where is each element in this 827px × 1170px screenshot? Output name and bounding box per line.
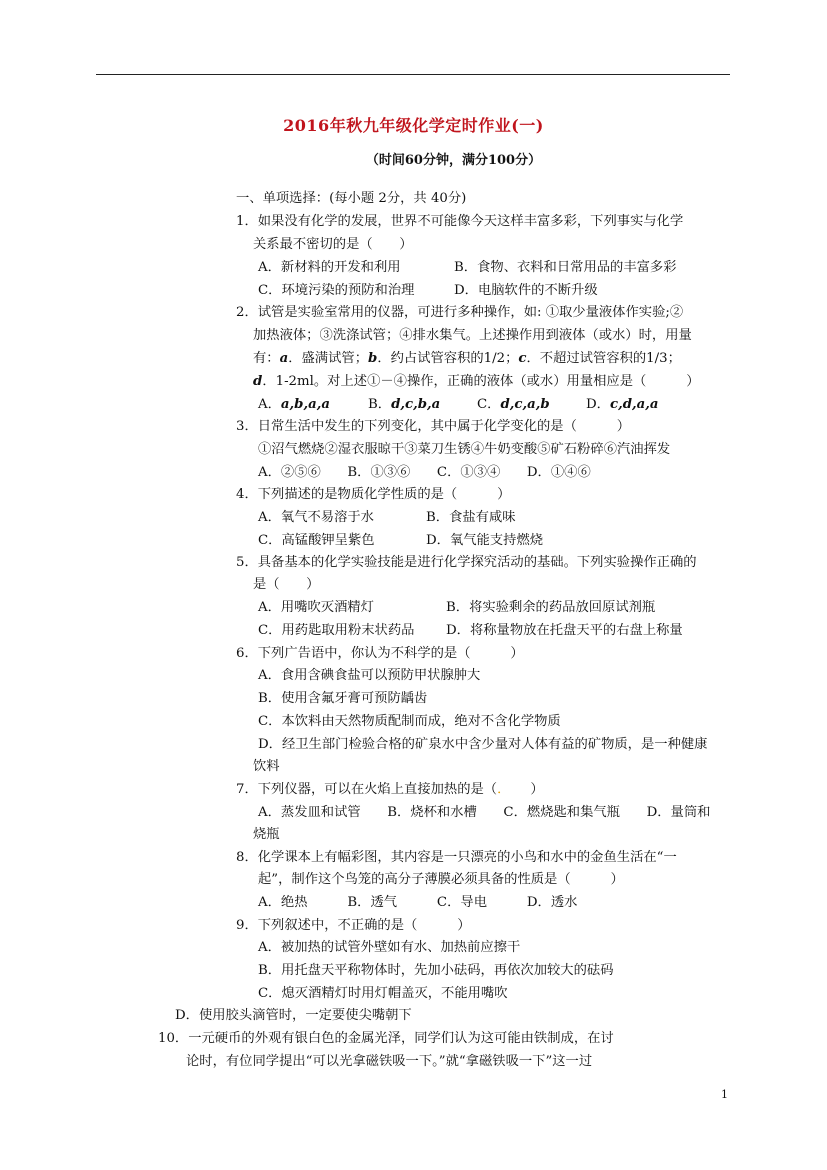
q4-stem: 4．下列描述的是物质化学性质的是（ ） [236, 487, 511, 502]
q6-option-a: A．食用含碘食盐可以预防甲状腺肿大 [258, 668, 481, 683]
q5-option-d: D．将称量物放在托盘天平的右盘上称量 [446, 623, 683, 638]
q2-option-d [586, 396, 658, 414]
q2-line3-a-text: ．盛满试管； [288, 351, 368, 366]
section-heading: 一、单项选择：(每小题 2分，共 40分) [236, 191, 467, 206]
page-subtitle: （时间60分钟，满分100分） [365, 153, 542, 168]
q8-options: A．绝热 B．透气 C．导电 D．透水 [258, 895, 578, 910]
q5-option-b: B．将实验剩余的药品放回原试剂瓶 [446, 600, 656, 615]
q9-option-d: D．使用胶头滴管时，一定要使尖嘴朝下 [175, 1008, 412, 1023]
q2-label-a: a [279, 351, 289, 366]
q4-option-c: C．高锰酸钾呈紫色 [258, 533, 375, 548]
q2-label-b: b [368, 351, 378, 366]
q10-stem-line2: 论时，有位同学提出“可以光拿磁铁吸一下。”就“拿磁铁吸一下”这一过 [186, 1054, 593, 1069]
q7-stem-paren: ） [503, 782, 544, 797]
q2-option-b-value: d,c,b,a [391, 397, 441, 412]
q2-label-d: d [253, 374, 263, 389]
q3-options: A．②⑤⑥ B．①③⑥ C．①③④ D．①④⑥ [258, 465, 591, 480]
header-rule [96, 74, 730, 75]
q2-option-b [368, 396, 440, 414]
q9-option-a: A．被加热的试管外壁如有水、加热前应擦干 [258, 940, 521, 955]
q2-line4-text: ．1-2ml。对上述①－④操作，正确的液体（或水）用量相应是（ ） [262, 374, 700, 389]
q2-option-c [477, 396, 550, 414]
q4-option-b: B．食盐有咸味 [426, 510, 516, 525]
q10-stem-line1: 10．一元硬币的外观有银白色的金属光泽，同学们认为这可能由铁制成，在讨 [158, 1031, 614, 1046]
q7-options-line2: 烧瓶 [253, 827, 280, 842]
q1-option-a: A．新材料的开发和利用 [258, 260, 401, 275]
q1-stem-line2: 关系最不密切的是（ ） [253, 237, 413, 252]
q2-line3-prefix: 有： [253, 351, 280, 366]
q1-option-b: B．食物、衣料和日常用品的丰富多彩 [454, 260, 677, 275]
q9-stem: 9．下列叙述中，不正确的是（ ） [236, 918, 471, 933]
q2-label-c: c [518, 351, 527, 366]
q7-stem [236, 781, 544, 799]
q2-option-d-label: D． [586, 397, 610, 412]
q2-option-c-value: d,c,a,b [500, 397, 550, 412]
q2-stem-line4 [253, 373, 700, 391]
q9-option-b: B．用托盘天平称物体时，先加小砝码，再依次加较大的砝码 [258, 963, 614, 978]
q5-stem-line1: 5．具备基本的化学实验技能是进行化学探究活动的基础。下列实验操作正确的 [236, 555, 697, 570]
q2-option-b-label: B． [368, 397, 392, 412]
q2-line3-b-text: ．约占试管容积的1/2； [377, 351, 519, 366]
q5-option-c: C．用药匙取用粉末状药品 [258, 623, 415, 638]
q2-stem-line1: 2．试管是实验室常用的仪器，可进行多种操作，如: ①取少量液体作实验;② [236, 305, 684, 320]
q8-stem-line1: 8．化学课本上有幅彩图，其内容是一只漂亮的小鸟和水中的金鱼生活在“一 [236, 850, 677, 865]
q2-stem-line3 [253, 350, 681, 368]
q7-stem-dot: ． [497, 782, 504, 797]
q2-option-c-label: C． [477, 397, 501, 412]
q6-option-d-line1: D．经卫生部门检验合格的矿泉水中含少量对人体有益的矿物质，是一种健康 [258, 737, 708, 752]
q6-option-d-line2: 饮料 [253, 759, 280, 774]
q7-stem-text: 7．下列仪器，可以在火焰上直接加热的是（ [236, 782, 498, 797]
q4-option-d: D．氧气能支持燃烧 [426, 533, 544, 548]
q6-stem: 6．下列广告语中，你认为不科学的是（ ） [236, 646, 524, 661]
q5-option-a: A．用嘴吹灭酒精灯 [258, 600, 374, 615]
q2-option-a-label: A． [258, 397, 281, 412]
page-title: 2016年秋九年级化学定时作业(一) [283, 116, 544, 135]
q7-options: A．蒸发皿和试管 B．烧杯和水槽 C．燃烧匙和集气瓶 D．量筒和 [258, 805, 711, 820]
q2-option-a-value: a,b,a,a [280, 397, 330, 412]
q2-line3-c-text: ．不超过试管容积的1/3； [526, 351, 681, 366]
q6-option-c: C．本饮料由天然物质配制而成，绝对不含化学物质 [258, 714, 561, 729]
q1-stem-line1: 1．如果没有化学的发展，世界不可能像今天这样丰富多彩，下列事实与化学 [236, 214, 684, 229]
q9-option-c: C．熄灭酒精灯时用灯帽盖灭，不能用嘴吹 [258, 986, 508, 1001]
q3-stem-line1: 3．日常生活中发生的下列变化，其中属于化学变化的是（ ） [236, 419, 631, 434]
q6-option-b: B．使用含氟牙膏可预防龋齿 [258, 691, 428, 706]
q2-option-d-value: c,d,a,a [609, 397, 659, 412]
q8-stem-line2: 起”，制作这个鸟笼的高分子薄膜必须具备的性质是（ ） [258, 872, 624, 887]
q1-option-d: D．电脑软件的不断升级 [454, 283, 598, 298]
q4-option-a: A．氧气不易溶于水 [258, 510, 374, 525]
q2-option-a [258, 396, 330, 414]
q2-stem-line2: 加热液体；③洗涤试管；④排水集气。上述操作用到液体（或水）时，用量 [253, 328, 692, 343]
q1-option-c: C．环境污染的预防和治理 [258, 283, 415, 298]
q5-stem-line2: 是（ ） [253, 577, 320, 592]
page-number: 1 [721, 1088, 728, 1101]
q3-stem-line2: ①沼气燃烧②湿衣服晾干③菜刀生锈④牛奶变酸⑤矿石粉碎⑥汽油挥发 [258, 442, 671, 457]
